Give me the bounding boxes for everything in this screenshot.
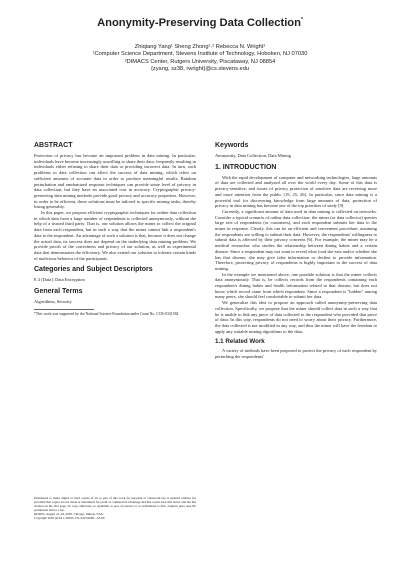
abstract-paragraph-2: In this paper, we propose efficient cryptographic techniques for online data collection in which data from a large number of respondents is collected anonymously, without the help of a trusted third party. That is, our solution allows the miner to collect the original data from each respondent, but in such a way that the miner cannot link a respondent's data to the respondent. An advantage of such a solution is that, because it does not change the actual data, its success does not depend on the underlying data mining problem. We provide proofs of the correctness and privacy of our solution, as well as experimental data that demonstrates the efficiency. We also extend our solution to tolerate certain kinds of malicious behavior of the participants. (34, 210, 196, 261)
paper-title (0, 17, 400, 29)
permission-block (34, 496, 196, 521)
related-work-paragraph-1: A variety of methods have been proposed to protect the privacy of each respondent by perturbing the respondents' (215, 348, 377, 360)
keywords-heading: Keywords (215, 142, 249, 149)
funding-footnote: *This work was supported by the National Science Foundation under Grant No. CCR-0331584. (34, 311, 180, 316)
general-terms-text: Algorithms, Security (34, 299, 72, 305)
title-text: Anonymity-Preserving Data Collection (97, 17, 301, 29)
intro-paragraph-4: We generalize this idea to propose an approach called anonymity-preserving data collection. Specifically, we propose that the miner should collect data in such a way that he is unable to link any piece of data collected to the respondent who provided that piece of data. In this way, respondents do not need to worry about their privacy. Furthermore, the data collected is not modified in any way, and thus the miner will have the freedom to apply any suitable mining algorithms to the data. (215, 300, 377, 334)
keywords-text: Anonymity, Data Collection, Data Mining (215, 153, 291, 158)
related-work-heading: 1.1 Related Work (215, 338, 265, 346)
author-block (0, 44, 400, 74)
abstract-paragraph-1: Protection of privacy has become an important problem in data mining. In particular, individuals have become increasingly unwilling to share their data, frequently resulting in individuals either refusing to share their data or providing incorrect data. In turn, such problems in data collection can affect the success of data mining, which relies on sufficient amounts of accurate data in order to produce meaningful results. Random perturbation and randomized response techniques can provide some level of privacy in data collection, but they have an associated cost in accuracy. Cryptographic privacy-preserving data mining methods provide good privacy and accuracy properties. However, in order to be efficient, those solutions must be tailored to specific mining tasks, thereby losing generality. (34, 153, 196, 210)
left-column (34, 141, 196, 316)
categories-heading: Categories and Subject Descriptors (34, 266, 153, 274)
introduction-heading: 1. INTRODUCTION (215, 163, 277, 171)
affiliation-2: ²DIMACS Center, Rutgers University, Piscataway, NJ 08854 (124, 58, 276, 65)
permission-text: Permission to make digital or hard copies of all or part of this work for personal or classroom use is granted without fee provided that copies are not made or distributed for profit or commercial advantage and that copies bear this notice and the full citation on the first page. To copy otherwise, to republish, to post on servers or to redistribute to lists, requires prior specific permission and/or a fee. (34, 496, 196, 513)
right-column (215, 141, 377, 360)
intro-paragraph-3: In the example we mentioned above, one possible solution is that the miner collects data anonymously. That is, he collects records from the respondents containing each respondent's dining habits and health information related to that disease, but does not know which record came from which respondent. Since a respondent is "hidden" among many peers, she should feel comfortable to submit her data. (215, 271, 377, 300)
conference-info: KDD'05, August 21–24, 2005, Chicago, Illinois, USA. (34, 512, 104, 517)
general-terms-heading: General Terms (34, 288, 83, 296)
categories-text: E.3 [Data]: Data Encryption (34, 277, 85, 283)
author-emails: {zyang, sz38, rwright}@cs.stevens.edu (150, 66, 250, 73)
intro-paragraph-1: With the rapid development of computer and networking technologies, large amounts of data are collected and analyzed all over the world every day. Some of this data is privacy-sensitive, and issues of privacy protection of sensitive data are receiving more and more attention from the public [19, 25, 26]. In particular, since data mining is a powerful tool for discovering knowledge from large amounts of data, protection of privacy in data mining has become one of the top priorities of study [9]. (215, 174, 377, 209)
author-names: Zhiqiang Yang¹ Sheng Zhong¹˒² Rebecca N. Wright¹ (134, 44, 266, 50)
footnote-rule (34, 309, 94, 310)
abstract-heading: ABSTRACT (34, 142, 73, 149)
copyright-line: Copyright 2005 ACM 1-59593-135-X/05/0008 ...$5.00. (34, 516, 106, 521)
affiliation-1: ¹Computer Science Department, Stevens Institute of Technology, Hoboken, NJ 07030 (92, 51, 308, 58)
intro-paragraph-2: Currently, a significant amount of data used in data mining is collected on networks. Consider a typical scenario of online data collection: the miner (or data collector) queries large sets of respondents (or customers), and each respondent submits her data to the miner in response. Clearly, this can be an efficient and convenient procedure, assuming the respondents are willing to submit their data. However, the respondents' willingness to submit data is affected by their privacy concerns [6]. For example, the miner may be a medical researcher who studies the relationship between dining habits and a certain disease. Since a respondent may not want to reveal what food she eats and/or whether she has that disease, she may give false information or decline to provide information. Therefore, protecting privacy of respondents is highly important to the success of data mining. (215, 208, 377, 271)
title-footnote-mark: * (300, 17, 303, 23)
